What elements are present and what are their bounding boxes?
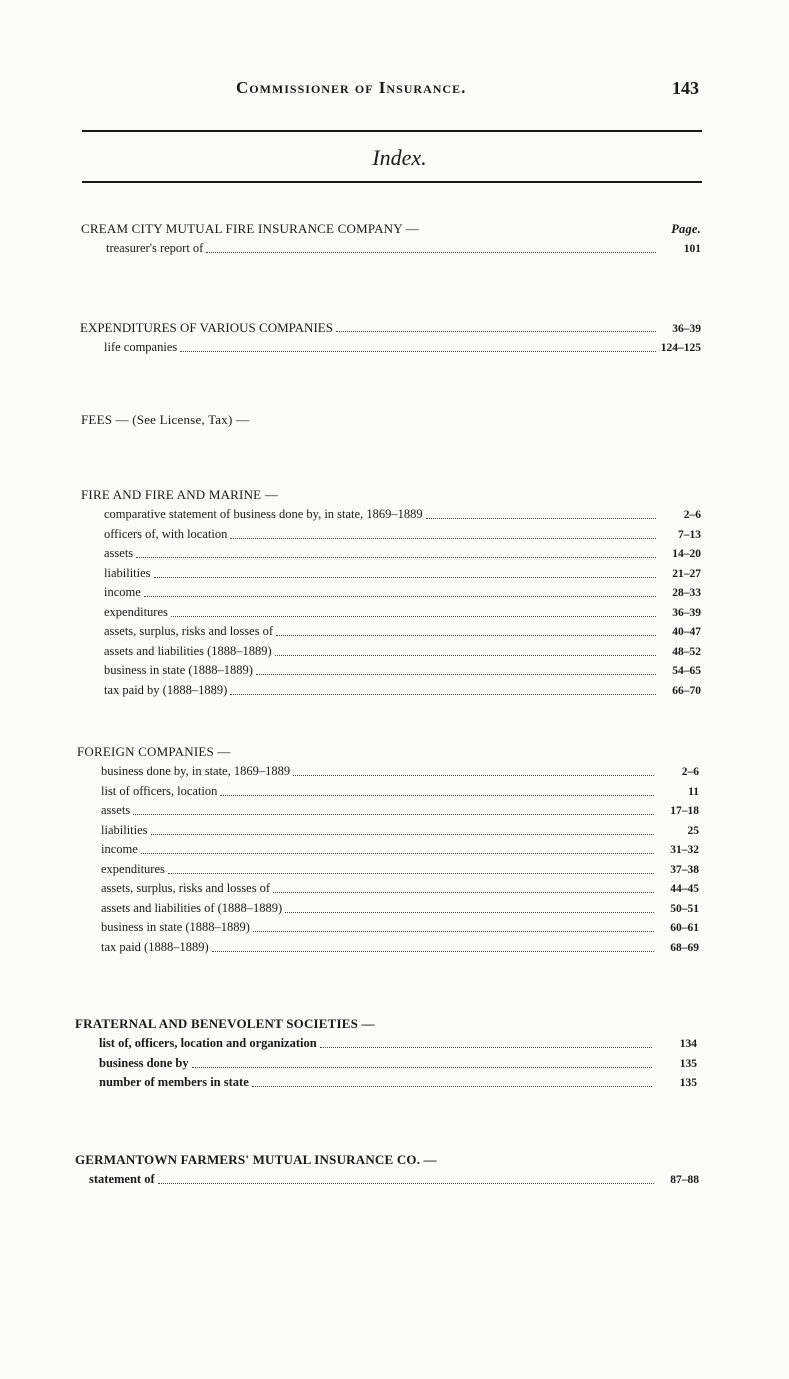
index-entry: [99, 1054, 699, 1074]
index-entry: [101, 821, 701, 841]
index-entry: [106, 239, 703, 259]
entry-pages: 50–51: [670, 902, 699, 915]
entry-pages: 40–47: [672, 626, 701, 638]
index-entry: [101, 782, 701, 802]
entry-label: assets, surplus, risks and losses of: [104, 624, 274, 638]
entry-pages: 87–88: [670, 1174, 699, 1186]
section-heading-row: [80, 318, 703, 338]
entry-label: business done by: [99, 1055, 189, 1070]
dot-leader: [336, 331, 656, 332]
index-entry: [104, 622, 703, 642]
entry-pages: 14–20: [672, 548, 701, 560]
index-entry: [101, 762, 701, 782]
entry-pages: 36–39: [672, 606, 701, 619]
entry-label: number of members in state: [99, 1075, 249, 1089]
dot-leader: [256, 674, 656, 675]
section-heading-row: [81, 410, 703, 430]
section-entries: [75, 1034, 699, 1093]
section-entries: [80, 338, 703, 358]
dot-leader: [273, 892, 654, 893]
entry-label: assets and liabilities of (1888–1889): [101, 900, 283, 915]
entry-label: income: [101, 842, 138, 856]
section-entries: [81, 239, 703, 259]
section-heading: FOREIGN COMPANIES —: [77, 744, 231, 759]
index-entry: [99, 1073, 699, 1093]
entry-label: tax paid (1888–1889): [101, 939, 209, 954]
dot-leader: [192, 1067, 652, 1068]
index-entry: [101, 840, 701, 860]
dot-leader: [275, 655, 656, 656]
dot-leader: [206, 252, 656, 253]
entry-pages: 7–13: [678, 528, 701, 541]
entry-pages: 17–18: [670, 805, 699, 817]
index-section-fire-and-marine: [81, 485, 703, 700]
dot-leader: [141, 853, 654, 854]
dot-leader: [293, 775, 654, 776]
section-entries: [77, 762, 701, 957]
dot-leader: [154, 577, 656, 578]
dot-leader: [276, 635, 656, 636]
entry-pages: 31–32: [670, 844, 699, 856]
entry-pages: 11: [688, 785, 699, 798]
entry-pages: 54–65: [672, 665, 701, 677]
dot-leader: [151, 834, 654, 835]
index-section-expenditures: [80, 318, 703, 357]
index-entry: [104, 583, 703, 603]
index-entry: [101, 899, 701, 919]
dot-leader: [230, 538, 656, 539]
entry-pages: 21–27: [672, 567, 701, 580]
entry-pages: 48–52: [672, 645, 701, 658]
section-entries: [75, 1170, 701, 1190]
dot-leader: [220, 795, 654, 796]
entry-label: business done by, in state, 1869–1889: [101, 764, 291, 778]
section-heading-row: [81, 219, 703, 239]
section-heading: EXPENDITURES OF VARIOUS COMPANIES: [80, 320, 333, 335]
index-entry: [104, 681, 703, 701]
dot-leader: [253, 931, 654, 932]
entry-label: life companies: [104, 339, 178, 354]
section-heading-row: [77, 742, 701, 762]
dot-leader: [168, 873, 654, 874]
entry-pages: 28–33: [672, 587, 701, 599]
index-entry: [89, 1170, 701, 1190]
dot-leader: [212, 951, 654, 952]
entry-pages: 60–61: [670, 922, 699, 934]
top-rule: [82, 130, 702, 132]
entry-label: assets and liabilities (1888–1889): [104, 643, 272, 658]
index-entry: [101, 918, 701, 938]
entry-pages: 25: [687, 824, 699, 837]
entry-label: expenditures: [101, 861, 165, 876]
entry-pages: 2–6: [681, 766, 699, 778]
entry-label: income: [104, 585, 141, 599]
dot-leader: [180, 351, 656, 352]
bottom-rule: [82, 181, 702, 183]
entry-label: expenditures: [104, 604, 168, 619]
section-heading-row: [75, 1150, 701, 1170]
dot-leader: [230, 694, 656, 695]
index-entry: [104, 525, 703, 545]
entry-label: assets: [101, 803, 131, 817]
section-heading: GERMANTOWN FARMERS' MUTUAL INSURANCE CO. —: [75, 1152, 437, 1167]
index-section-cream-city: [81, 219, 703, 259]
entry-label: business in state (1888–1889): [101, 920, 250, 934]
entry-pages: 134: [679, 1038, 697, 1050]
section-entries: [81, 505, 703, 700]
section-heading: FRATERNAL AND BENEVOLENT SOCIETIES —: [75, 1016, 375, 1031]
entry-label: list of, officers, location and organization: [99, 1036, 317, 1050]
index-section-germantown-farmers: [75, 1150, 701, 1190]
dot-leader: [158, 1183, 654, 1184]
index-entry: [104, 661, 703, 681]
entry-label: treasurer's report of: [106, 241, 204, 255]
section-heading-row: [81, 485, 703, 505]
index-entry: [104, 603, 703, 623]
entry-pages: 135: [679, 1077, 697, 1089]
entry-label: comparative statement of business done by, in state, 1869–1889: [104, 507, 423, 521]
index-entry: [101, 801, 701, 821]
index-entry: [101, 879, 701, 899]
index-entry: [104, 505, 703, 525]
index-title: Index.: [372, 145, 427, 170]
section-heading: FIRE AND FIRE AND MARINE —: [81, 487, 278, 502]
page-number: 143: [672, 78, 699, 98]
dot-leader: [133, 814, 654, 815]
section-heading-pages: 36–39: [672, 323, 701, 335]
entry-pages: 66–70: [672, 684, 701, 697]
index-entry: [99, 1034, 699, 1054]
entry-pages: 68–69: [670, 941, 699, 954]
entry-pages: 2–6: [683, 509, 701, 521]
dot-leader: [285, 912, 654, 913]
entry-label: liabilities: [101, 822, 148, 837]
index-entry: [104, 564, 703, 584]
entry-pages: 37–38: [670, 863, 699, 876]
running-header-title: Commissioner of Insurance.: [236, 78, 467, 97]
entry-label: business in state (1888–1889): [104, 663, 253, 677]
dot-leader: [252, 1086, 652, 1087]
entry-label: list of officers, location: [101, 783, 218, 798]
entry-label: liabilities: [104, 565, 151, 580]
entry-pages: 44–45: [670, 883, 699, 895]
entry-pages: 101: [683, 243, 701, 255]
entry-pages: 135: [679, 1057, 697, 1070]
dot-leader: [144, 596, 656, 597]
index-section-foreign-companies: [77, 742, 701, 957]
index-entry: [104, 642, 703, 662]
entry-label: assets, surplus, risks and losses of: [101, 881, 271, 895]
section-heading-row: [75, 1014, 699, 1034]
dot-leader: [320, 1047, 652, 1048]
entry-pages: 124–125: [660, 341, 701, 354]
entry-label: tax paid by (1888–1889): [104, 682, 228, 697]
entry-label: statement of: [89, 1172, 155, 1186]
section-heading: CREAM CITY MUTUAL FIRE INSURANCE COMPANY —: [81, 221, 420, 236]
dot-leader: [171, 616, 656, 617]
index-entry: [104, 338, 703, 358]
entry-label: assets: [104, 546, 134, 560]
page-column-label: Page.: [671, 222, 701, 236]
index-section-fraternal-societies: [75, 1014, 699, 1093]
dot-leader: [426, 518, 656, 519]
dot-leader: [136, 557, 656, 558]
index-entry: [104, 544, 703, 564]
section-heading: FEES — (See License, Tax) —: [81, 412, 250, 427]
index-section-fees: [81, 410, 703, 430]
index-entry: [101, 860, 701, 880]
index-entry: [101, 938, 701, 958]
entry-label: officers of, with location: [104, 526, 228, 541]
